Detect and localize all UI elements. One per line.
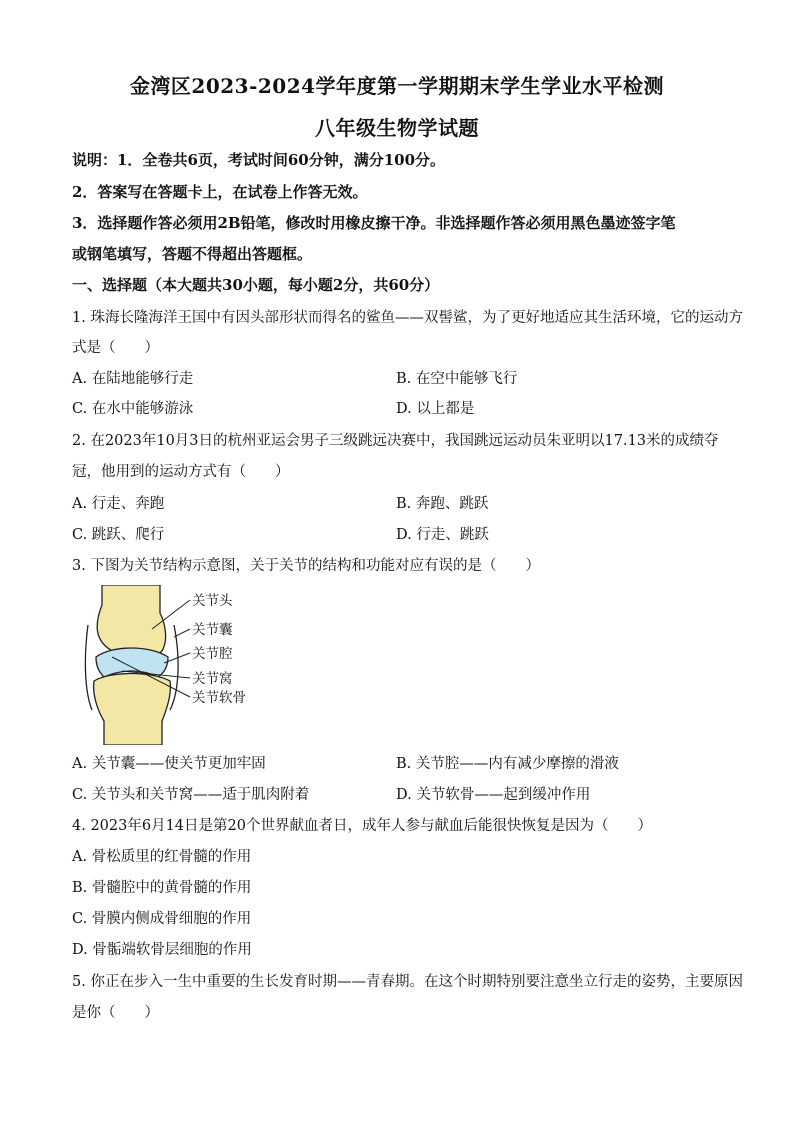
question-1-line-1: 1. 珠海长隆海洋王国中有因头部形状而得名的鲨鱼——双髻鲨，为了更好地适应其生活环境，它的运动方 [72, 310, 743, 326]
label-joint-socket: 关节窝 [192, 671, 233, 687]
question-3-option-c: C. 关节头和关节窝——适于肌肉附着 [72, 787, 310, 803]
question-1-option-d: D. 以上都是 [396, 401, 475, 417]
instruction-line-2: 2．答案写在答题卡上，在试卷上作答无效。 [72, 183, 368, 201]
label-joint-cavity: 关节腔 [192, 646, 233, 662]
question-4-option-b: B. 骨髓腔中的黄骨髓的作用 [72, 880, 252, 896]
exam-subtitle: 八年级生物学试题 [315, 116, 479, 140]
lower-bone-shape [94, 674, 171, 746]
question-3-option-a: A. 关节囊——使关节更加牢固 [72, 756, 266, 772]
question-1-option-c: C. 在水中能够游泳 [72, 401, 194, 417]
question-2-option-c: C. 跳跃、爬行 [72, 527, 165, 543]
leader-line-capsule [174, 629, 190, 637]
question-4-option-a: A. 骨松质里的红骨髓的作用 [72, 849, 252, 865]
question-2-line-1: 2. 在2023年10月3日的杭州亚运会男子三级跳远决赛中，我国跳远运动员朱亚明以17.13米的成绩夺 [72, 433, 719, 449]
question-2-option-a: A. 行走、奔跑 [72, 496, 165, 512]
question-2-option-b: B. 奔跑、跳跃 [396, 496, 489, 512]
section-heading: 一、选择题（本大题共30小题，每小题2分，共60分） [72, 276, 440, 294]
question-2-option-d: D. 行走、跳跃 [396, 527, 489, 543]
question-4-option-d: D. 骨骺端软骨层细胞的作用 [72, 942, 252, 958]
question-3-option-b: B. 关节腔——内有减少摩擦的滑液 [396, 756, 619, 772]
instruction-line-4: 或钢笔填写，答题不得超出答题框。 [72, 245, 313, 263]
question-1-line-2: 式是（ ） [72, 340, 159, 356]
exam-title: 金湾区2023-2024学年度第一学期期末学生学业水平检测 [129, 74, 665, 98]
instruction-line-3: 3．选择题作答必须用2B铅笔，修改时用橡皮擦干净。非选择题作答必须用黑色墨迹签字笔 [72, 214, 676, 232]
question-1-option-b: B. 在空中能够飞行 [396, 371, 518, 387]
question-5-line-1: 5. 你正在步入一生中重要的生长发育时期——青春期。在这个时期特别要注意坐立行走的姿势，主要原因 [72, 974, 743, 990]
question-3-option-d: D. 关节软骨——起到缓冲作用 [396, 787, 591, 803]
question-5-line-2: 是你（ ） [72, 1005, 159, 1021]
question-4-line-1: 4. 2023年6月14日是第20个世界献血者日，成年人参与献血后能很快恢复是因为（ ） [72, 818, 652, 834]
label-joint-cartilage: 关节软骨 [192, 690, 246, 706]
joint-structure-diagram [82, 585, 282, 745]
question-3-line-1: 3. 下图为关节结构示意图，关于关节的结构和功能对应有误的是（ ） [72, 558, 540, 574]
label-joint-capsule: 关节囊 [192, 622, 233, 638]
question-1-option-a: A. 在陆地能够行走 [72, 371, 194, 387]
joint-cavity-shape [96, 648, 168, 677]
question-2-line-2: 冠，他用到的运动方式有（ ） [72, 464, 290, 480]
label-joint-head: 关节头 [192, 593, 233, 609]
instruction-line-1: 说明：1．全卷共6页，考试时间60分钟，满分100分。 [72, 151, 446, 169]
question-4-option-c: C. 骨膜内侧成骨细胞的作用 [72, 911, 252, 927]
